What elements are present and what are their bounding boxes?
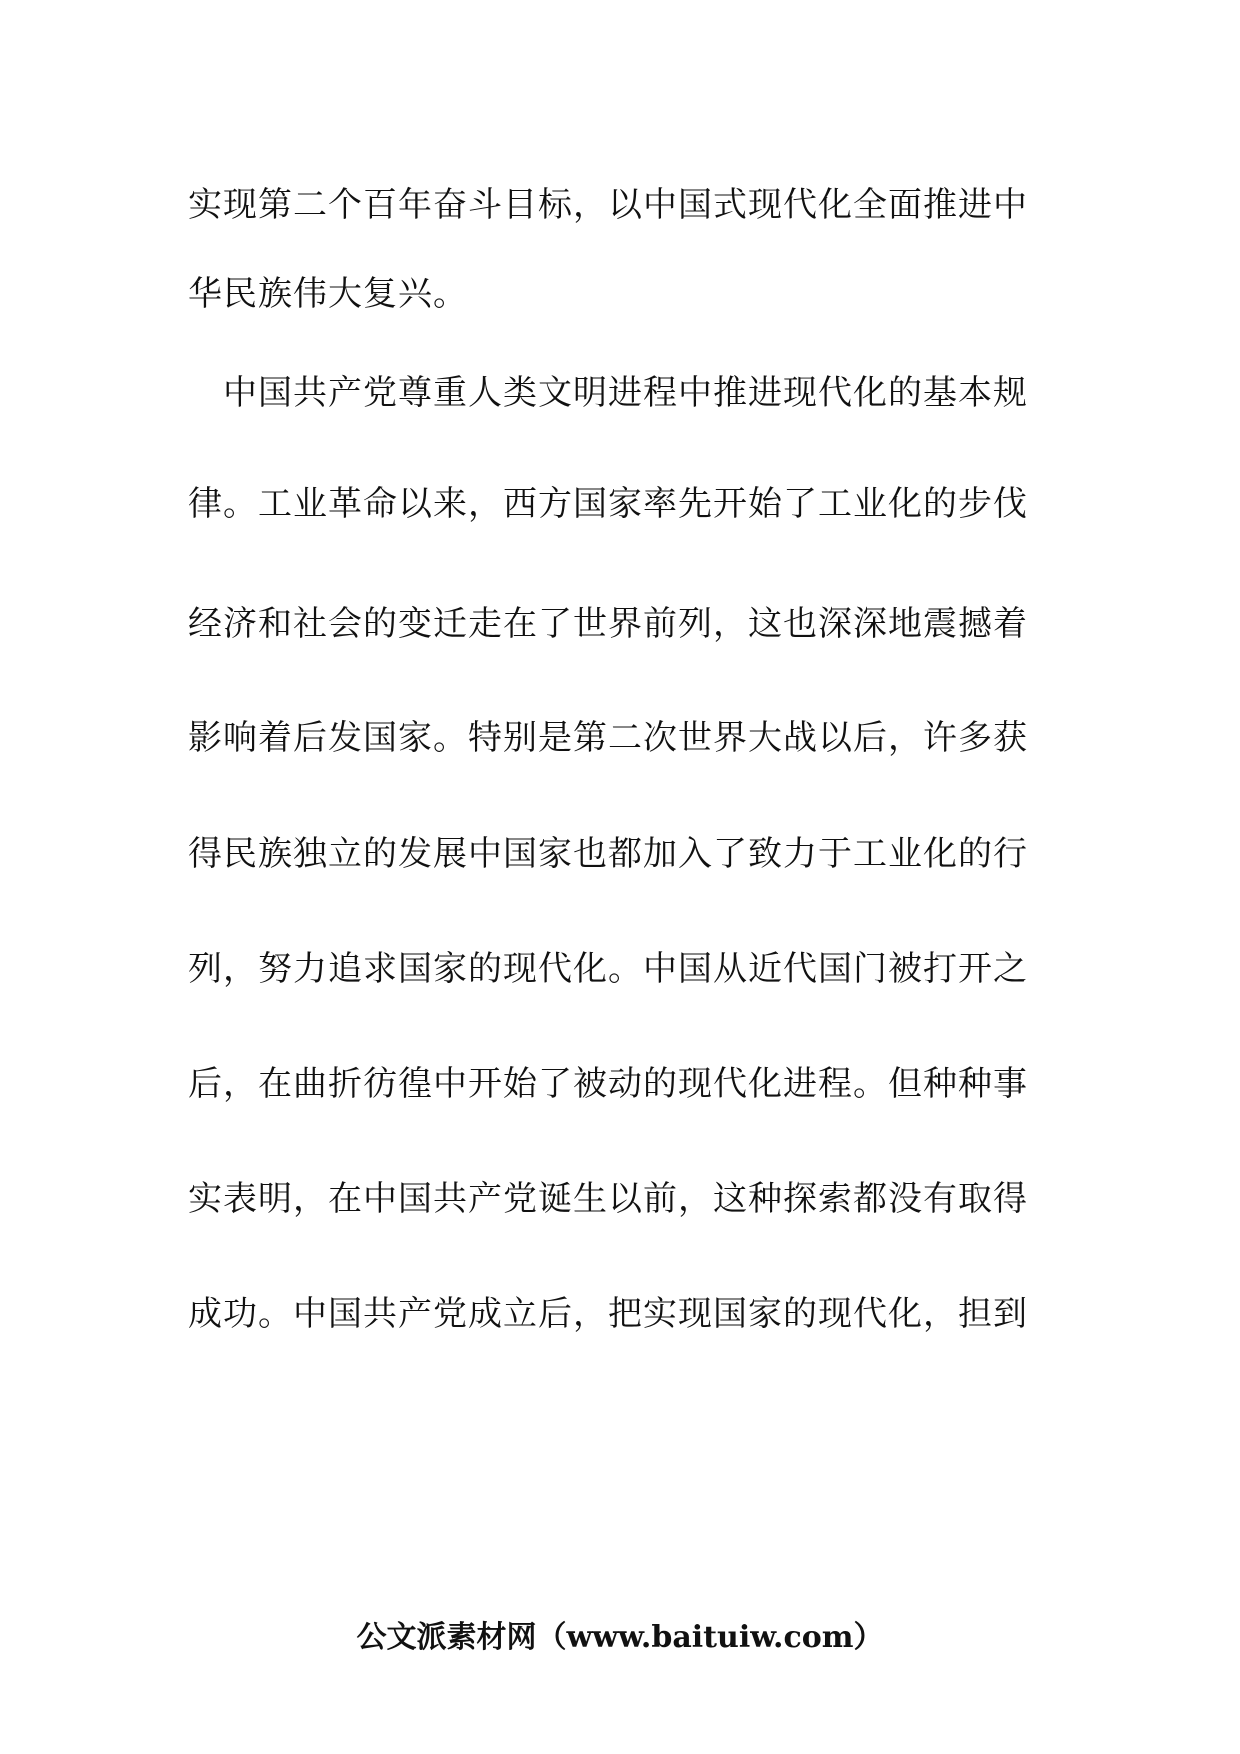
text-line-4: 律。工业革命以来，西方国家率先开始了工业化的步伐 — [188, 484, 1028, 524]
text-line-3: 中国共产党尊重人类文明进程中推进现代化的基本规 — [188, 373, 1028, 413]
text-line-1: 实现第二个百年奋斗目标，以中国式现代化全面推进中 — [188, 185, 1028, 225]
text-line-7: 得民族独立的发展中国家也都加入了致力于工业化的行 — [188, 834, 1028, 874]
text-line-8: 列，努力追求国家的现代化。中国从近代国门被打开之 — [188, 949, 1028, 989]
text-line-5: 经济和社会的变迁走在了世界前列，这也深深地震撼着 — [188, 604, 1028, 644]
text-line-6: 影响着后发国家。特别是第二次世界大战以后，许多获 — [188, 718, 1028, 758]
text-line-11: 成功。中国共产党成立后，把实现国家的现代化，担到 — [188, 1294, 1028, 1334]
footer-watermark: 公文派素材网（www.baituiw.com） — [356, 1620, 884, 1655]
text-line-2: 华民族伟大复兴。 — [188, 274, 468, 314]
text-line-10: 实表明，在中国共产党诞生以前，这种探索都没有取得 — [188, 1179, 1028, 1219]
text-line-9: 后，在曲折彷徨中开始了被动的现代化进程。但种种事 — [188, 1064, 1028, 1104]
